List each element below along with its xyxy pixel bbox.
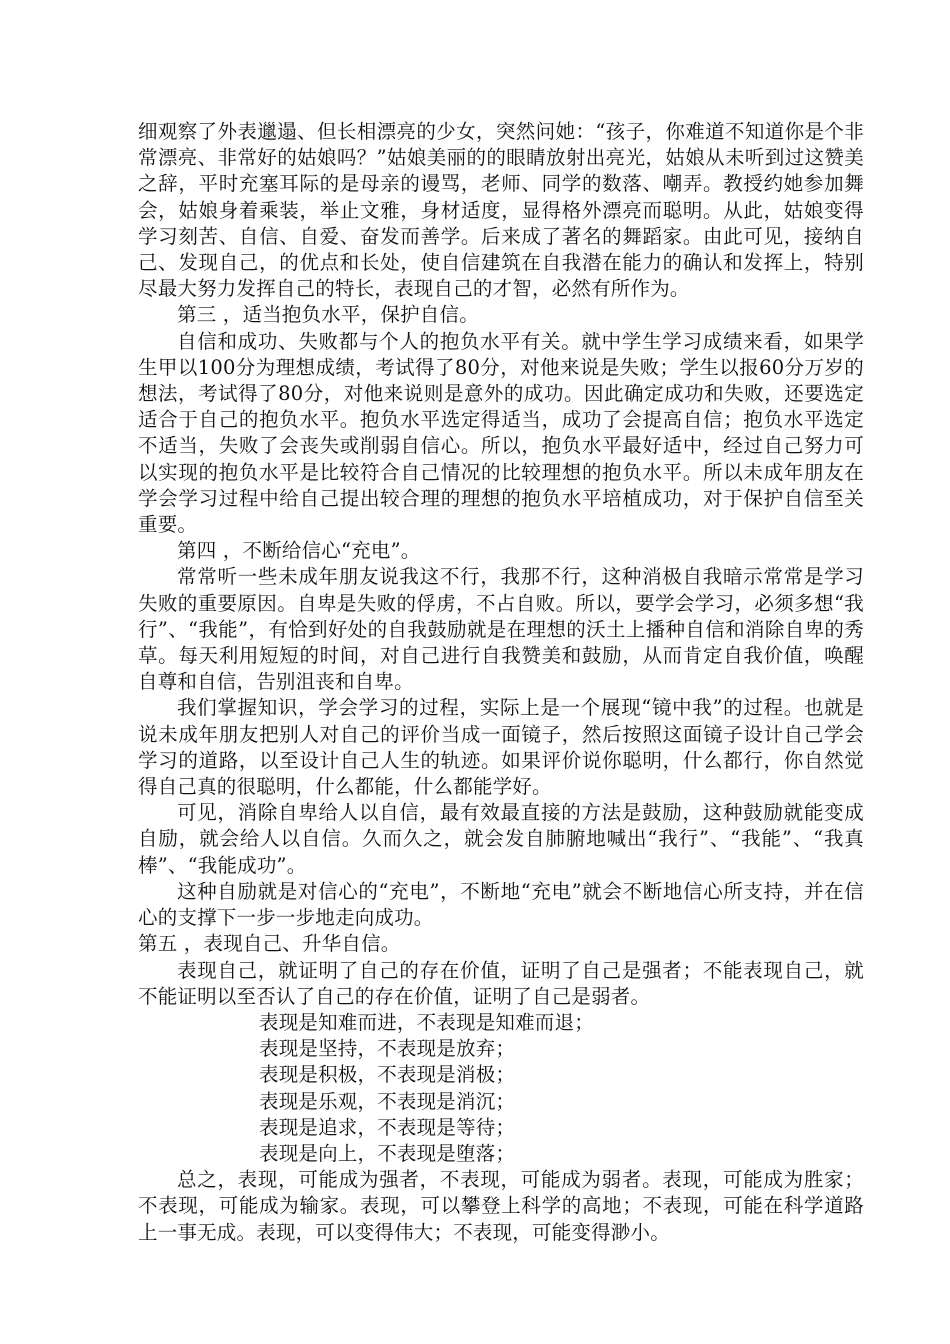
verse-line: 表现是知难而进，不表现是知难而退； <box>259 1010 594 1034</box>
paragraph-conclusion: 总之，表现，可能成为强者，不表现，可能成为弱者。表现，可能成为胜家；不表现，可能成为输家。表现，可以攀登上科学的高地；不表现，可能在科学道路上一事无成。表现，可以变得伟大；不表现，可能变得渺小。 <box>138 1168 864 1244</box>
verse-block <box>138 1010 864 1167</box>
verse-line: 表现是乐观，不表现是消沉； <box>259 1089 516 1113</box>
paragraph-recharge: 这种自励就是对信心的“充电”，不断地“充电”就会不断地信心所支持，并在信心的支撑下一步一步地走向成功。 <box>138 879 864 930</box>
paragraph-story: 细观察了外表邋遢、但长相漂亮的少女，突然问她：“孩子，你难道不知道你是个非常漂亮、非常好的姑娘吗？”姑娘美丽的的眼睛放射出亮光，姑娘从未听到过这赞美之辞，平时充塞耳际的是母亲的谩骂，老师、同学的数落、嘲弄。教授约她参加舞会，姑娘身着乘装，举止文雅，身材适度，显得格外漂亮而聪明。从此，姑娘变得学习刻苦、自信、自爱、奋发而善学。后来成了著名的舞蹈家。由此可见，接纳自己、发现自己，的优点和长处，使自信建筑在自我潜在能力的确认和发挥上，特别尽最大努力发挥自己的特长，表现自己的才智，必然有所作为。 <box>138 120 864 301</box>
verse-line: 表现是向上，不表现是堕落； <box>259 1141 516 1165</box>
document-page <box>138 119 864 1246</box>
verse-line: 表现是坚持，不表现是放弃； <box>259 1037 516 1061</box>
verse-line: 表现是追求，不表现是等待； <box>259 1115 516 1139</box>
paragraph-aspiration-level: 自信和成功、失败都与个人的抱负水平有关。就中学生学习成绩来看，如果学生甲以100分为理想成绩，考试得了80分，对他来说是失败；学生以报60分万岁的想法，考试得了80分，对他来说则是意外的成功。因此确定成功和失败，还要选定适合于自己的抱负水平。抱负水平选定得适当，成功了会提高自信；抱负水平选定不适当，失败了会丧失或削弱自信心。所以，抱负水平最好适中，经过自己努力可以实现的抱负水平是比较符合自己情况的比较理想的抱负水平。所以未成年朋友在学会学习过程中给自己提出较合理的理想的抱负水平培植成功，对于保护自信至关重要。 <box>138 329 864 537</box>
paragraph-encouragement: 可见，消除自卑给人以自信，最有效最直接的方法是鼓励，这种鼓励就能变成自励，就会给人以自信。久而久之，就会发自肺腑地喊出“我行”、“我能”、“我真棒”、“我能成功”。 <box>138 801 864 877</box>
paragraph-self-encouragement: 常常听一些未成年朋友说我这不行，我那不行，这种消极自我暗示常常是学习失败的重要原因。自卑是失败的俘虏，不占自败。所以，要学会学习，必须多想“我行”、“我能”，有恰到好处的自我鼓励就是在理想的沃土上播种自信和消除自卑的秀草。每天利用短短的时间，对自己进行自我赞美和鼓励，从而肯定自我价值，唤醒自尊和自信，告别沮丧和自卑。 <box>138 565 864 694</box>
paragraph-express-self: 表现自己，就证明了自己的存在价值，证明了自己是强者；不能表现自己，就不能证明以至否认了自己的存在价值，证明了自己是弱者。 <box>138 958 864 1008</box>
verse-line: 表现是积极，不表现是消极； <box>259 1063 516 1087</box>
paragraph-mirror-self: 我们掌握知识，学会学习的过程，实际上是一个展现“镜中我”的过程。也就是说未成年朋友把别人对自己的评价当成一面镜子，然后按照这面镜子设计自己学会学习的道路，以至设计自己人生的轨迹。如果评价说你聪明，什么都行，你自然觉得自己真的很聪明，什么都能，什么都能学好。 <box>138 696 864 799</box>
heading-fifth-point: 第五 ，表现自己、升华自信。 <box>138 932 401 956</box>
heading-third-point: 第三 ，适当抱负水平，保护自信。 <box>177 303 479 327</box>
heading-fourth-point: 第四 ，不断给信心“充电”。 <box>177 539 421 563</box>
